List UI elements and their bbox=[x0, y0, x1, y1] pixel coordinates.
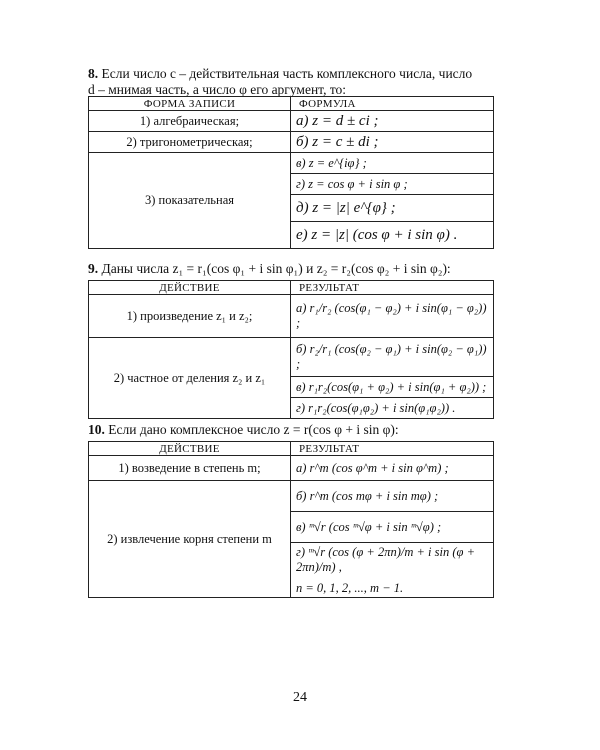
s10-header-right: РЕЗУЛЬТАТ bbox=[291, 442, 494, 456]
s8-row1-left: 1) алгебраическая; bbox=[89, 111, 291, 132]
s10-header-left: ДЕЙСТВИЕ bbox=[89, 442, 291, 456]
section-9-number: 9. bbox=[88, 261, 99, 276]
s9-row2-v: в) r₁r₂(cos(φ₁ + φ₂) + i sin(φ₁ + φ₂)) ; bbox=[291, 377, 494, 398]
s9-row1-left: 1) произведение z₁ и z₂; bbox=[89, 295, 291, 338]
s8-row2-right: б) z = c ± di ; bbox=[291, 132, 494, 153]
s10-row1-right: а) r^m (cos φ^m + i sin φ^m) ; bbox=[291, 456, 494, 481]
s9-row2-left: 2) частное от деления z₂ и z₁ bbox=[89, 338, 291, 419]
s8-row3-e: е) z = |z| (cos φ + i sin φ) . bbox=[291, 222, 494, 249]
s8-row3-g: г) z = cos φ + i sin φ ; bbox=[291, 174, 494, 195]
s10-row2-g-cell bbox=[291, 543, 494, 598]
s8-header-left: ФОРМА ЗАПИСИ bbox=[89, 97, 291, 111]
s8-row3-left: 3) показательная bbox=[89, 153, 291, 249]
s10-row2-b: б) r^m (cos mφ + i sin mφ) ; bbox=[291, 481, 494, 512]
s10-row1-left: 1) возведение в степень m; bbox=[89, 456, 291, 481]
section-8-heading bbox=[88, 66, 508, 98]
section-10-title: Если дано комплексное число z = r(cos φ + i sin φ): bbox=[108, 422, 399, 437]
section-8-line2: d – мнимая часть, а число φ его аргумент, то: bbox=[88, 82, 347, 97]
section-8-table bbox=[88, 96, 494, 249]
section-10-heading bbox=[88, 422, 508, 438]
section-8-line1: Если число c – действительная часть комплексного числа, число bbox=[101, 66, 473, 81]
section-9-title: Даны числа z₁ = r₁(cos φ₁ + i sin φ₁) и z₂ = r₂(cos φ₂ + i sin φ₂): bbox=[101, 261, 451, 276]
s8-row3-v: в) z = e^{iφ} ; bbox=[291, 153, 494, 174]
section-8-number: 8. bbox=[88, 66, 99, 81]
s10-row2-left: 2) извлечение корня степени m bbox=[89, 481, 291, 598]
s9-row2-b: б) r₂/r₁ (cos(φ₂ − φ₁) + i sin(φ₂ − φ₁)) ; bbox=[291, 338, 494, 377]
s8-header-right: ФОРМУЛА bbox=[291, 97, 494, 111]
s10-row2-g2: n = 0, 1, 2, ..., m − 1. bbox=[296, 580, 404, 595]
s9-row1-right: а) r₁/r₂ (cos(φ₁ − φ₂) + i sin(φ₁ − φ₂)) ; bbox=[291, 295, 494, 338]
s10-row2-v: в) ᵐ√r (cos ᵐ√φ + i sin ᵐ√φ) ; bbox=[291, 512, 494, 543]
s8-row3-d: д) z = |z| e^{φ} ; bbox=[291, 195, 494, 222]
s9-row2-g: г) r₁r₂(cos(φ₁φ₂) + i sin(φ₁φ₂)) . bbox=[291, 398, 494, 419]
section-10-number: 10. bbox=[88, 422, 105, 437]
s8-row1-right: а) z = d ± ci ; bbox=[291, 111, 494, 132]
section-10-table bbox=[88, 441, 494, 598]
s9-header-right: РЕЗУЛЬТАТ bbox=[291, 281, 494, 295]
section-9-heading bbox=[88, 261, 508, 277]
page-number: 24 bbox=[293, 690, 307, 705]
s9-header-left: ДЕЙСТВИЕ bbox=[89, 281, 291, 295]
s10-row2-g: г) ᵐ√r (cos (φ + 2πn)/m + i sin (φ + 2πn)/m) , bbox=[296, 544, 475, 574]
s8-row2-left: 2) тригонометрическая; bbox=[89, 132, 291, 153]
section-9-table bbox=[88, 280, 494, 419]
